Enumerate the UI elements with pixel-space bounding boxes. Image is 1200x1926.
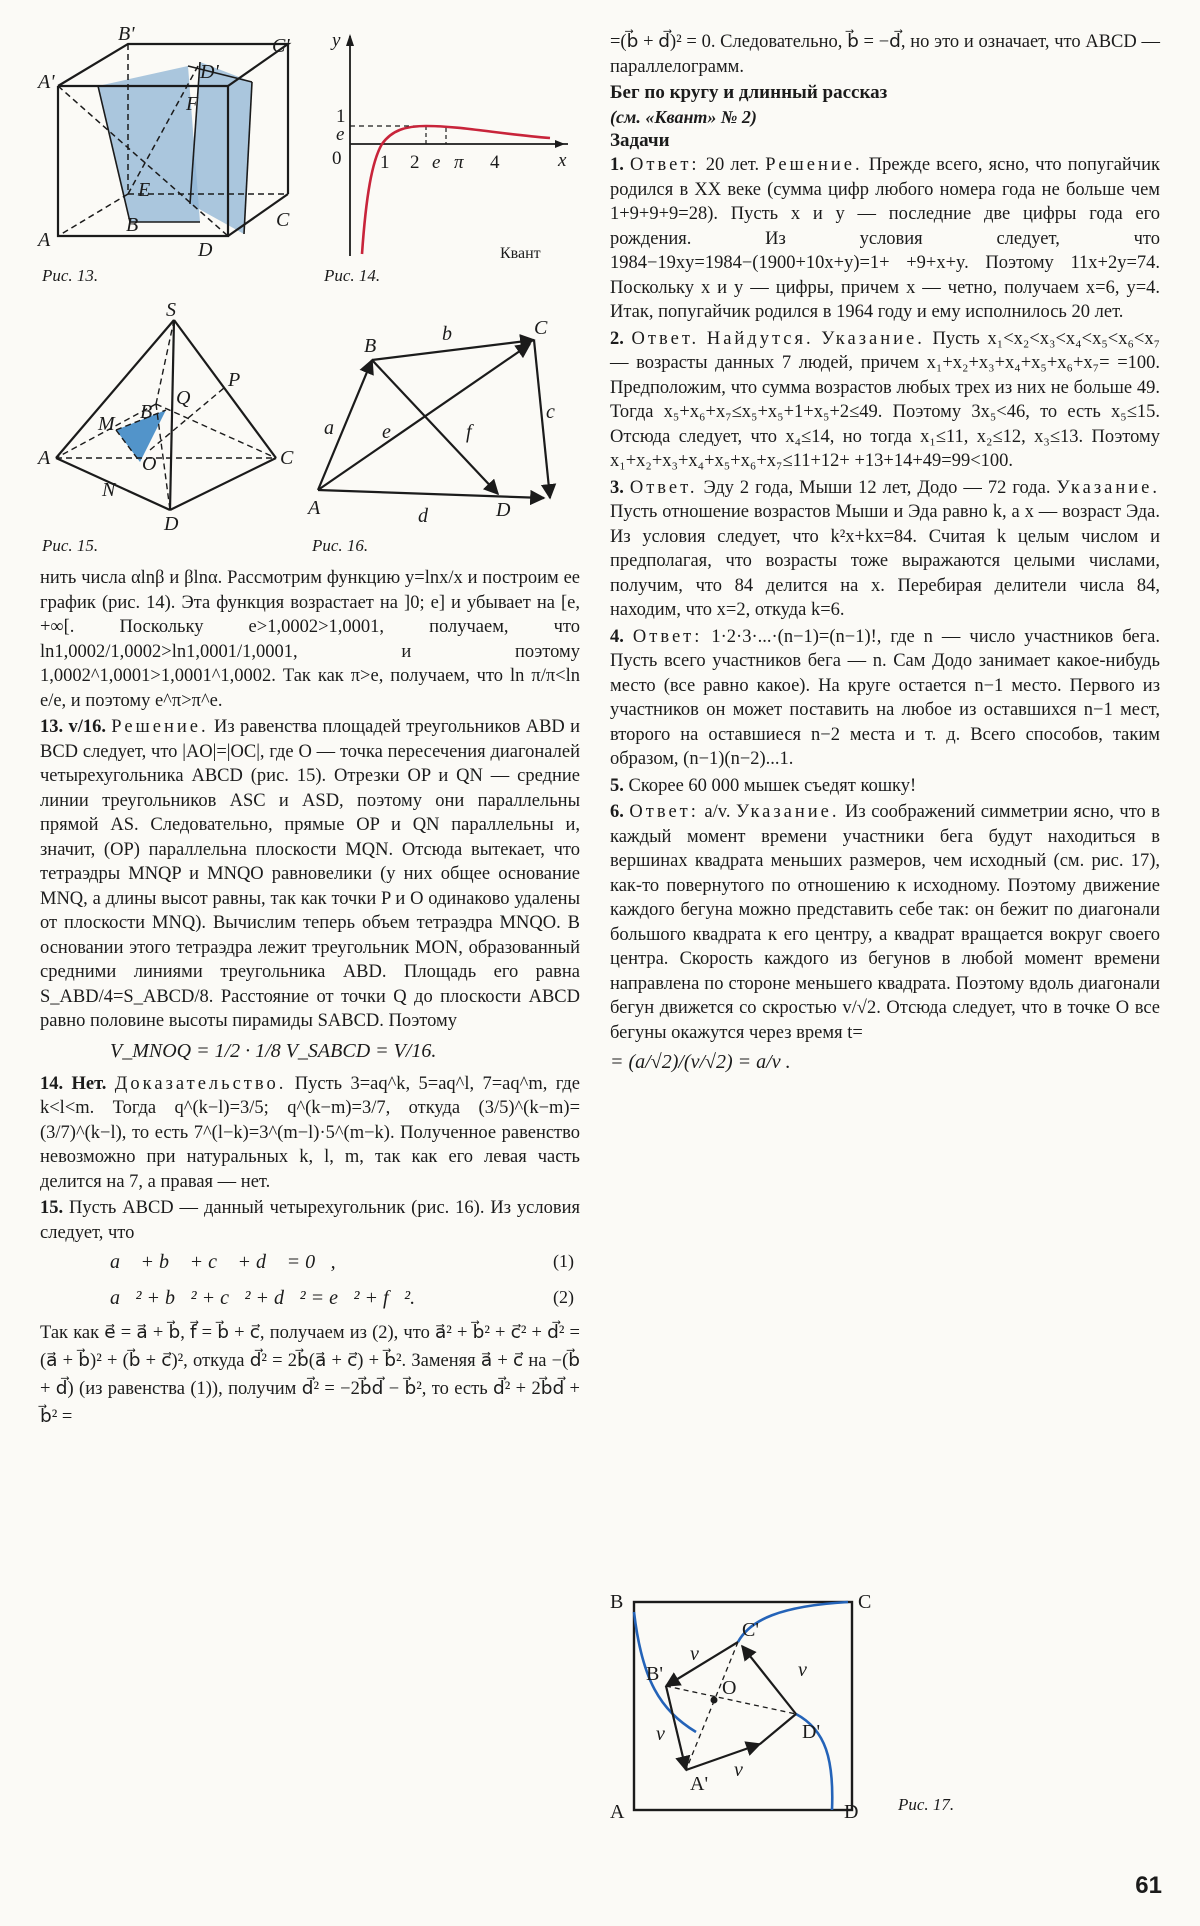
label-B: B [140, 401, 153, 423]
task-4-answer-label: Ответ: [632, 626, 703, 647]
tick-x-e: e [432, 152, 441, 173]
solution-13-number: 13. v/16. [40, 717, 106, 737]
solution-14-keyword: Доказательство. [114, 1073, 287, 1094]
label-N: N [102, 479, 116, 501]
solution-14-number: 14. Нет. [40, 1073, 107, 1094]
solution-13-keyword: Решение. [111, 717, 209, 737]
label-C: C [280, 447, 294, 469]
vector-e: e [382, 421, 391, 443]
label-A: A [308, 497, 321, 519]
label-O: O [142, 453, 157, 475]
right-column [610, 30, 1160, 1083]
label-C1: C' [742, 1619, 759, 1641]
vector-d: d [418, 505, 428, 527]
figure-13-caption: Рис. 13. [42, 266, 99, 285]
vector-a: a [324, 417, 334, 439]
label-B: B [126, 214, 139, 236]
label-A: A [38, 229, 51, 251]
task-1: 1. Ответ: 20 лет. Решение. Прежде всего, ясно, что попугайчик родился в XX веке (сумма цифр любого номера года не больше чем 1+9+9+9=28). Пусть x и y — последние две цифры года его рождения. Из условия следует, что 1984−19xy=1984−(1900+10x+y)=1+ +9+x+y. Поэтому 11x+2y=74. Поскольку x и y — цифры, причем x — четно, получаем x=6, y=4. Итак, попугайчик родился в 1964 году и ему исполнилось 20 лет. [610, 155, 1161, 322]
figure-14-caption: Рис. 14. [324, 266, 381, 285]
task-1-answer: 20 лет. [705, 155, 760, 175]
tasks-heading: Задачи [610, 130, 670, 151]
task-6-keyword: Указание. [735, 802, 840, 822]
task-5-text: Скорее 60 000 мышек съедят кошку! [628, 775, 917, 796]
task-4: 4. Ответ: 1·2·3·...·(n−1)=(n−1)!, где n — число участников бега. Пусть всего участников бега — n. Сам Додо занимает какое-нибудь место (все равно какое). На круге остается n−1 место. Первого из участников он может поставить на любое из оставшихся n−1 мест, второго на оставшиеся n−2 места и т. д. Всего способов, таким образом, (n−1)(n−2)...1. [610, 626, 1161, 769]
task-6: 6. Ответ: a/v. Указание. Из соображений симметрии ясно, что в каждый момент времени участники бега будут находиться в вершинах квадрата меньших размеров, чем исходный (см. рис. 17), как-то повернутого по отношению к исходному. Поэтому движение каждого бегуна можно представить себе так: он бежит по диагонали большого квадрата к его центру, а квадрат вращается вокруг своего центра. Скорость каждого из бегунов в любой момент времени направлена по стороне меньшего квадрата. Поэтому вдоль диагонали бегун движется со скростью v/√2. Отсюда следует, что в точке O все бегуны окажутся через время t= [610, 802, 1161, 1043]
solution-14-text: Пусть 3=aq^k, 5=aq^l, 7=aq^m, где k<l<m. Тогда q^(k−l)=3/5; q^(k−m)=3/7, откуда (3/5)^(k−m)=(3/7)^(k−l), то есть 7^(l−k)=3^(m−l)·5^(m−k). Полученное равенство невозможно при натуральных k, l, m, так как его левая часть делится на 7, а правая — нет. [40, 1073, 580, 1192]
velocity-label-4: v [734, 1759, 743, 1781]
label-D: D [844, 1801, 859, 1823]
label-O: O [722, 1677, 737, 1699]
left-column [40, 566, 580, 1431]
label-D1: D' [200, 61, 219, 83]
velocity-label-1: v [690, 1643, 699, 1665]
label-A1: A' [690, 1773, 709, 1795]
tick-x-pi: π [454, 152, 464, 173]
equation-1: a⃗ + b⃗ + c⃗ + d⃗ = 0⃗, (1) [110, 1251, 574, 1273]
task-2-keyword: Указание. [821, 328, 925, 349]
task-6-answer-label: Ответ: [629, 802, 699, 822]
axis-y-label: y [332, 30, 341, 51]
task-3-keyword: Указание. [1056, 477, 1160, 498]
task-2-answer-label: Ответ. [631, 328, 700, 349]
label-Q: Q [176, 387, 191, 409]
solution-15-text: Пусть ABCD — данный четырехугольник (рис. 16). Из условия следует, что [40, 1198, 581, 1243]
solution-15 [40, 1196, 580, 1245]
task-5: 5. Скорее 60 000 мышек съедят кошку! [610, 775, 917, 796]
label-B1: B' [646, 1663, 663, 1685]
figure-16-caption: Рис. 16. [312, 536, 369, 555]
section-subtitle: (см. «Квант» № 2) [610, 107, 757, 127]
velocity-label-2: v [798, 1659, 807, 1681]
equation-2: a⃗² + b⃗² + c⃗² + d⃗² = e⃗² + f⃗². (2) [110, 1287, 574, 1309]
task-1-answer-label: Ответ: [630, 155, 700, 175]
tick-x-two: 2 [410, 152, 420, 173]
vector-c: c [546, 401, 555, 423]
label-E: E [138, 179, 151, 201]
task-3-text: Пусть отношение возрастов Мыши и Эда равно k, а x — возраст Эда. Из условия следует, что k²x+kx=84. Считая k целым числом и предполагая, что возрасты тоже выражаются целыми числами, получим, что 84 делится на x. Перебирая делители числа 84, находим, что x=2, откуда k=6. [610, 502, 1160, 620]
label-M: M [98, 413, 115, 435]
section-title: Бег по кругу и длинный рассказ [610, 82, 888, 103]
kvant-mark: Квант [500, 245, 541, 262]
label-D1: D' [802, 1721, 821, 1743]
page-number: 61 [1135, 1872, 1162, 1899]
label-B: B [610, 1591, 624, 1613]
figure-13 [38, 23, 298, 285]
task-6-lead: Из соображений [845, 802, 976, 822]
label-C: C [276, 209, 290, 231]
label-C: C [534, 317, 548, 339]
tick-x-one: 1 [380, 152, 390, 173]
label-F: F [186, 93, 199, 115]
label-B: B [364, 335, 377, 357]
label-D: D [496, 499, 511, 521]
figure-15 [38, 299, 298, 555]
label-A: A [610, 1801, 625, 1823]
tick-y-one: 1 [336, 106, 346, 127]
origin-label: 0 [332, 148, 342, 169]
solution-15-number: 15. [40, 1198, 64, 1218]
task-4-text: 1·2·3·...·(n−1)=(n−1)!, где n — число участников бега. Пусть всего участников бега — n. Сам Додо занимает какое-нибудь место (все равно какое). На круге остается n−1 место. Первого из участников он может поставить на любое из оставшихся n−1 мест, второго на оставшиеся n−2 места и т. д. Всего способов, таким образом, (n−1)(n−2)...1. [610, 626, 1161, 769]
figure-15-caption: Рис. 15. [42, 536, 99, 555]
axis-x-label: x [558, 150, 567, 171]
figure-17 [610, 1590, 872, 1823]
figure-17-caption: Рис. 17. [898, 1795, 955, 1814]
left-paragraph-intro: нить числа αlnβ и βlnα. Рассмотрим функцию y=lnx/x и построим ее график (рис. 14). Эта функция возрастает на ]0; e] и убывает на [e, +∞[. Поскольку e>1,0002>1,0001, получаем, что ln1,0002/1,0002>ln1,0001/1,0001, и поэтому 1,0002^1,0001>1,0001^1,0002. Так как π>e, получаем, что ln π/π<ln e/e, и поэтому e^π>π^e. [40, 568, 580, 711]
formula-13: V_MNOQ = 1/2 · 1/8 V_SABCD = V/16. [110, 1039, 437, 1062]
task-2-text: Пусть x₁<x₂<x₃<x₄<x₅<x₆<x₇ — возрасты данных 7 людей, причем x₁+x₂+x₃+x₄+x₅+x₆+x₇= =100. Предположим, что сумма возрастов любых трех из них не больше 49. Тогда x₅+x₆+x₇≤x₅+x₅+1+x₅+2≤49. Поэтому 3x₅<46, то есть x₅≤15. Отсюда следует, что x₄≤14, но тогда x₁≤11, x₂≤12, x₃≤13. Поэтому x₁+x₂+x₃+x₄+x₅+x₆+x₇≤11+12+ +13+14+49=99<100. [610, 328, 1161, 471]
label-B1: B' [118, 23, 135, 45]
formula-6: = (a/√2)/(v/√2) = a/v . [610, 1051, 791, 1073]
task-6-text: симметрии ясно, что в каждый момент времени участники бега будут находиться в вершинах квадрата меньших размеров, чем исходный (см. рис. 17), как-то повернутого по отношению к исходному. Поэтому движение каждого бегуна можно представить себе так: он бежит по диагонали большого квадрата к его центру, а квадрат вращается вокруг своего центра. Скорость каждого из бегунов в любой момент времени направлена по стороне меньшего квадрата. Поэтому вдоль диагонали бегун движется со скростью v/√2. Отсюда следует, что в точке O все бегуны окажутся через время t= [610, 802, 1161, 1043]
label-A1: A' [38, 71, 55, 93]
label-D: D [198, 239, 213, 261]
solution-13 [40, 715, 580, 1034]
label-P: P [228, 369, 241, 391]
task-2: 2. Ответ. Найдутся. Указание. Пусть x₁<x₂<x₃<x₄<x₅<x₆<x₇ — возрасты данных 7 людей, причем x₁+x₂+x₃+x₄+x₅+x₆+x₇= =100. Предположим, что сумма возрастов любых трех из них не больше 49. Тогда x₅+x₆+x₇≤x₅+x₅+1+x₅+2≤49. Поэтому 3x₅<46, то есть x₅≤15. Отсюда следует, что x₄≤14, но тогда x₁≤11, x₂≤12, x₃≤13. Поэтому x₁+x₂+x₃+x₄+x₅+x₆+x₇≤11+12+ +13+14+49=99<100. [610, 328, 1161, 471]
figure-14 [320, 26, 580, 285]
task-3: 3. Ответ. Эду 2 года, Мыши 12 лет, Додо — 72 года. Указание. Пусть отношение возрастов Мыши и Эда равно k, а x — возраст Эда. Из условия следует, что k²x+kx=84. Считая k целым числом и предполагая, что возрасты тоже выражаются целыми числами, получим, что 84 делится на x. Перебирая делители числа 84, находим, что x=2, откуда k=6. [610, 477, 1160, 620]
task-2-answer: Найдутся. [706, 328, 814, 349]
tick-x-four: 4 [490, 152, 500, 173]
vector-f: f [466, 421, 472, 443]
task-6-answer: a/v. [704, 802, 731, 822]
figure-16 [308, 300, 568, 555]
solution-15-end: =(b⃗ + d⃗)² = 0. Следовательно, b⃗ = −d⃗, но это и означает, что ABCD — параллелограмм. [610, 32, 1160, 77]
task-3-answer: Эду 2 года, Мыши 12 лет, Додо — 72 года. [703, 477, 1051, 498]
vector-b: b [442, 323, 452, 345]
task-3-answer-label: Ответ. [629, 477, 698, 498]
task-1-keyword: Решение. [765, 155, 863, 175]
label-D: D [164, 513, 179, 535]
label-C: C [858, 1591, 872, 1613]
solution-13-text: Из равенства площадей треугольников ABD и BCD следует, что |AO|=|OC|, где O — точка пересечения диагоналей четырехугольника ABCD (рис. 15). Отрезки OP и QN — средние линии треугольников ASC и ASD, поэтому они параллельны прямой AS. Следовательно, прямые OP и QN параллельны и, значит, (OP) параллельна плоскости MQN. Отсюда вытекает, что тетраэдры MNQP и MNQO равновелики (у них общее основание MNQ, а длины высот равны, так как точки P и O одинаково удалены от плоскости MNQ). Вычислим теперь объем тетраэдра MNQO. В основании этого тетраэдра лежит треугольник MON, образованный средними линиями треугольника ABD. Площадь его равна S_ABD/4=S_ABCD/8. Расстояние от точки Q до плоскости ABCD равно половине высоты пирамиды SABCD. Поэтому [40, 717, 581, 1031]
solution-14 [40, 1072, 580, 1195]
label-A: A [38, 447, 51, 469]
velocity-label-3: v [656, 1723, 665, 1745]
tick-y-e: e [336, 124, 345, 145]
task-1-text: Прежде всего, ясно, что попугайчик родился в XX веке (сумма цифр любого номера года не больше чем 1+9+9+9=28). Пусть x и y — последние две цифры года его рождения. Из условия следует, что 1984−19xy=1984−(1900+10x+y)=1+ +9+x+y. Поэтому 11x+2y=74. Поскольку x и y — цифры, причем x — четно, получаем x=6, y=4. Итак, попугайчик родился в 1964 году и ему исполнилось 20 лет. [610, 155, 1161, 322]
label-C1: C' [272, 35, 290, 57]
solution-15-continued: Так как e⃗ = a⃗ + b⃗, f⃗ = b⃗ + c⃗, получаем из (2), что a⃗² + b⃗² + c⃗² + d⃗² = (a⃗ + b⃗)² + (b⃗ + c⃗)², откуда d⃗² = 2b⃗(a⃗ + c⃗) + b⃗². Заменяя a⃗ + c⃗ на −(b⃗ + d⃗) (из равенства (1)), получим d⃗² = −2b⃗d⃗ − b⃗², то есть d⃗² + 2b⃗d⃗ + b⃗² = [40, 1323, 580, 1427]
label-S: S [166, 299, 176, 321]
